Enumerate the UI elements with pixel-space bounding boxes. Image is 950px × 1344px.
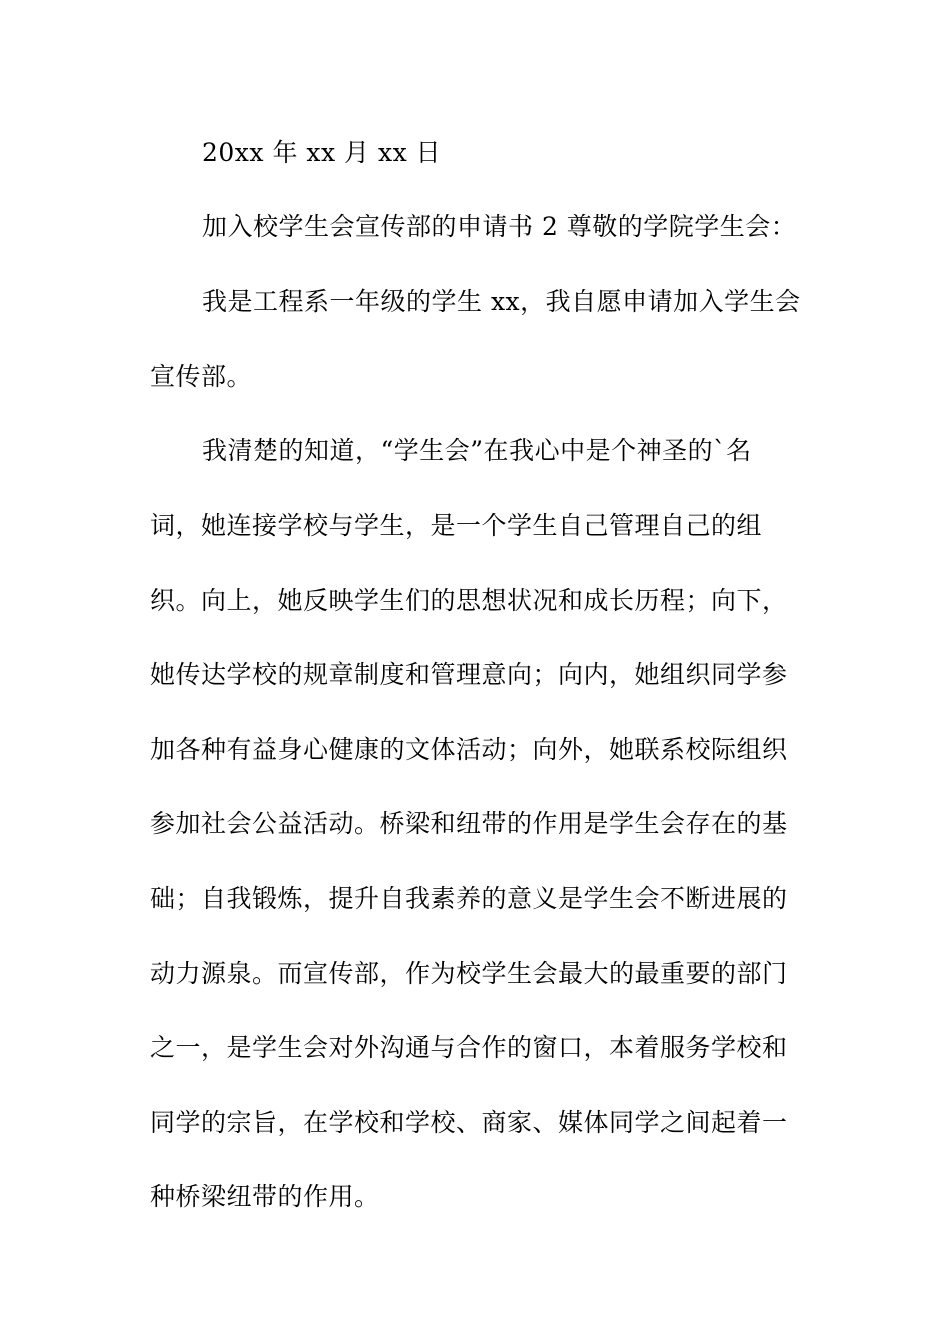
- paragraph-line: 参加社会公益活动。桥梁和纽带的作用是学生会存在的基: [150, 809, 788, 838]
- paragraph-line: 种桥梁纽带的作用。: [150, 1182, 380, 1211]
- paragraph-line: 同学的宗旨，在学校和学校、商家、媒体同学之间起着一: [150, 1108, 788, 1137]
- paragraph-line: 宣传部。: [150, 362, 253, 391]
- paragraph-line: 加各种有益身心健康的文体活动；向外，她联系校际组织: [150, 735, 788, 764]
- title-line: 加入校学生会宣传部的申请书 2 尊敬的学院学生会：: [202, 212, 797, 241]
- paragraph-line: 她传达学校的规章制度和管理意向；向内，她组织同学参: [150, 660, 788, 689]
- date-line: 20xx 年 xx 月 xx 日: [202, 138, 442, 167]
- paragraph-line: 我清楚的知道，“学生会”在我心中是个神圣的`名: [202, 436, 752, 465]
- paragraph-line: 我是工程系一年级的学生 xx，我自愿申请加入学生会: [202, 287, 801, 316]
- paragraph-line: 织。向上，她反映学生们的思想状况和成长历程；向下，: [150, 586, 788, 615]
- paragraph-line: 词，她连接学校与学生，是一个学生自己管理自己的组: [150, 511, 763, 540]
- paragraph-line: 动力源泉。而宣传部，作为校学生会最大的最重要的部门: [150, 959, 788, 988]
- paragraph-line: 之一，是学生会对外沟通与合作的窗口，本着服务学校和: [150, 1033, 788, 1062]
- paragraph-line: 础；自我锻炼，提升自我素养的意义是学生会不断进展的: [150, 884, 788, 913]
